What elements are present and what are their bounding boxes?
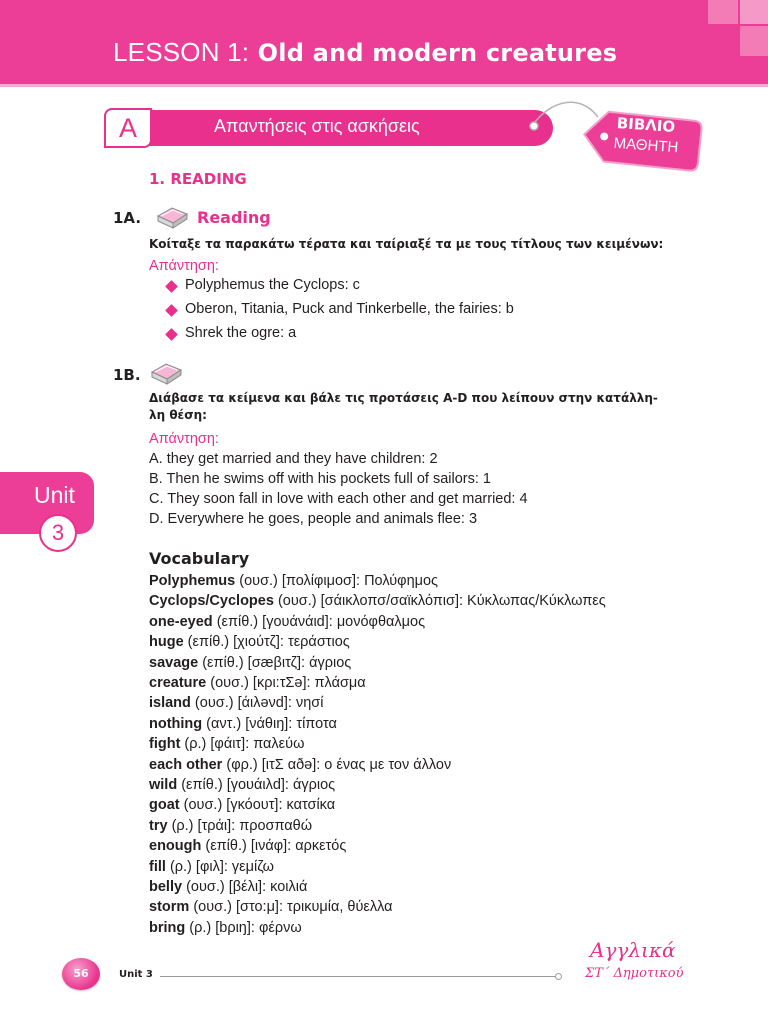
lesson-title	[113, 35, 617, 70]
vocabulary-definition: (ρ.) [τράι]: προσπαθώ	[167, 817, 313, 834]
exercise-1b-answer: D. Everywhere he goes, people and animals flee: 3	[149, 511, 478, 527]
vocabulary-entry	[149, 857, 274, 877]
vocabulary-entry	[149, 755, 451, 775]
exercise-1a-instruction: Κοίταξε τα παρακάτω τέρατα και ταίριαξέ τα με τους τίτλους των κειμένων:	[149, 237, 664, 251]
vocabulary-word: wild	[149, 777, 178, 793]
vocabulary-definition: (φρ.) [ιτΣ αðə]: ο ένας με τον άλλον	[222, 756, 452, 773]
header-decoration-square	[740, 26, 768, 56]
exercise-1a-number: 1A.	[113, 209, 142, 227]
vocabulary-definition: (ρ.) [bριŋ]: φέρνω	[185, 919, 302, 936]
vocabulary-definition: (επίθ.) [γουάιλd]: άγριος	[177, 777, 336, 793]
vocabulary-entry	[149, 795, 335, 815]
exercise-1b-number: 1B.	[113, 366, 141, 384]
vocabulary-word: Cyclops/Cyclopes	[149, 593, 274, 610]
exercise-1a-answer: Polyphemus the Cyclops: c	[185, 277, 360, 293]
vocabulary-entry	[149, 591, 606, 611]
vocabulary-entry	[149, 693, 323, 713]
lesson-prefix: LESSON 1:	[113, 37, 250, 67]
vocabulary-entry	[149, 612, 425, 632]
vocabulary-entry	[149, 918, 302, 938]
exercise-1a-answer: Shrek the ogre: a	[185, 325, 297, 341]
vocabulary-definition: (επίθ.) [σæβιτζ]: άγριος	[198, 654, 352, 671]
book-icon	[148, 358, 184, 386]
vocabulary-entry	[149, 775, 335, 795]
section-letter: A	[118, 113, 137, 143]
vocabulary-definition: (ουσ.) [άιλəνd]: νησί	[190, 695, 324, 712]
vocabulary-definition: (ρ.) [φιλ]: γεμίζω	[165, 858, 274, 875]
vocabulary-word: fill	[149, 858, 166, 875]
section-letter-box	[104, 108, 152, 148]
vocabulary-word: try	[149, 817, 168, 834]
exercise-1b-answer: C. They soon fall in love with each other and get married: 4	[149, 491, 528, 507]
vocabulary-definition: (ουσ.) [στο:μ]: τρικυμία, θύελλα	[189, 899, 393, 916]
vocabulary-word: enough	[149, 838, 202, 855]
header-decoration-square	[708, 0, 738, 24]
exercise-1a-answer-label: Απάντηση:	[149, 258, 219, 274]
vocabulary-entry	[149, 714, 337, 734]
vocabulary-word: island	[149, 695, 191, 712]
vocabulary-word: creature	[149, 675, 207, 691]
vocabulary-entry	[149, 877, 307, 897]
exercise-1b-instruction: Διάβασε τα κείμενα και βάλε τις προτάσεις A-D που λείπουν στην κατάλλη-	[149, 391, 658, 405]
reading-section-heading: 1. READING	[149, 170, 247, 188]
vocabulary-entry	[149, 653, 351, 673]
vocabulary-definition: (ουσ.) [γκόουτ]: κατσίκα	[179, 797, 336, 814]
tag-label-student: ΜΑΘΗΤΗ	[613, 134, 679, 157]
vocabulary-word: each other	[149, 756, 223, 773]
vocabulary-word: savage	[149, 654, 199, 671]
vocabulary-word: goat	[149, 797, 180, 814]
exercise-1b-instruction-cont: λη θέση:	[149, 408, 207, 422]
vocabulary-entry	[149, 816, 312, 836]
vocabulary-definition: (ουσ.) [πολίφιμοσ]: Πολύφημος	[235, 573, 439, 589]
vocabulary-word: storm	[149, 899, 190, 916]
vocabulary-heading: Vocabulary	[149, 549, 250, 568]
page-number: 56	[73, 967, 89, 980]
header-stripe	[0, 84, 768, 87]
series-logo-title: Αγγλικά	[590, 938, 676, 962]
vocabulary-word: nothing	[149, 715, 203, 732]
unit-number: 3	[51, 520, 65, 545]
vocabulary-word: one-eyed	[149, 613, 213, 630]
header-decoration-square	[740, 0, 768, 24]
book-icon	[154, 202, 190, 230]
exercise-1b-answer-label: Απάντηση:	[149, 431, 219, 447]
vocabulary-word: belly	[149, 879, 183, 895]
footer-divider	[160, 976, 555, 977]
unit-tab-label: Unit	[34, 482, 75, 508]
vocabulary-definition: (ουσ.) [σάικλοπσ/σαϊκλόπισ]: Κύκλωπας/Κύκλωπες	[273, 593, 606, 610]
vocabulary-entry	[149, 897, 393, 917]
vocabulary-entry	[149, 673, 366, 693]
bullet-icon	[165, 304, 178, 317]
vocabulary-word: fight	[149, 736, 181, 753]
vocabulary-entry	[149, 632, 350, 652]
vocabulary-definition: (επίθ.) [γουάνάιd]: μονόφθαλμος	[212, 613, 426, 630]
tag-label-book: ΒΙΒΛΙΟ	[616, 113, 676, 137]
vocabulary-word: Polyphemus	[149, 573, 236, 589]
vocabulary-word: bring	[149, 919, 186, 936]
footer-divider-end	[555, 973, 562, 980]
vocabulary-definition: (επίθ.) [ινάφ]: αρκετός	[201, 838, 347, 855]
exercise-1b-answer: B. Then he swims off with his pockets full of sailors: 1	[149, 471, 491, 487]
vocabulary-word: huge	[149, 634, 184, 651]
vocabulary-definition: (ουσ.) [κρι:τΣə]: πλάσμα	[206, 675, 366, 691]
vocabulary-definition: (αντ.) [νάθιŋ]: τίποτα	[202, 715, 337, 732]
vocabulary-entry	[149, 734, 304, 754]
vocabulary-definition: (επίθ.) [χιούτζ]: τεράστιος	[183, 634, 350, 651]
vocabulary-entry	[149, 836, 346, 856]
footer-unit-label: Unit 3	[119, 969, 153, 980]
vocabulary-definition: (ρ.) [φάιτ]: παλεύω	[180, 736, 305, 753]
exercise-1a-answer: Oberon, Titania, Puck and Tinkerbelle, the fairies: b	[185, 301, 514, 317]
bullet-icon	[165, 328, 178, 341]
series-logo-subtitle: ΣΤ΄ Δημοτικού	[585, 966, 684, 981]
vocabulary-entry	[149, 571, 438, 591]
section-title: Απαντήσεις στις ασκήσεις	[214, 116, 420, 136]
lesson-name: Old and modern creatures	[257, 39, 618, 67]
exercise-1a-title: Reading	[197, 208, 271, 227]
bullet-icon	[165, 280, 178, 293]
vocabulary-definition: (ουσ.) [βέλι]: κοιλιά	[182, 879, 308, 895]
exercise-1b-answer: A. they get married and they have children: 2	[149, 451, 438, 467]
